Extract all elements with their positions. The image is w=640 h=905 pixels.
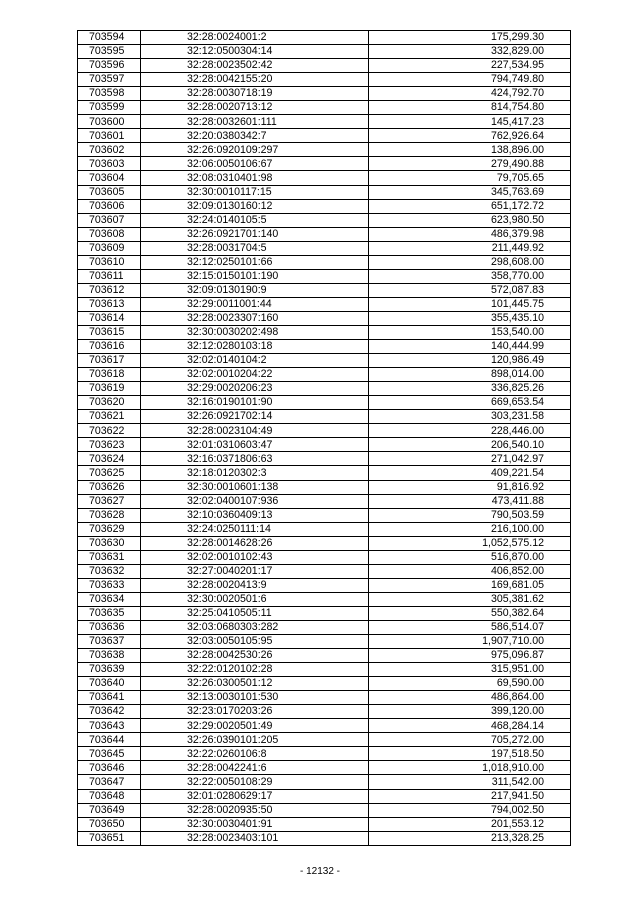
record-id-cell: 703600 (78, 115, 141, 129)
cadastral-number-cell: 32:06:0050106:67 (141, 157, 369, 171)
cadastral-number-cell: 32:02:0010204:22 (141, 368, 369, 382)
cadastral-number-cell: 32:18:0120302:3 (141, 466, 369, 480)
amount-cell: 1,052,575.12 (369, 536, 571, 550)
amount-cell: 898,014.00 (369, 368, 571, 382)
record-id-cell: 703607 (78, 213, 141, 227)
amount-cell: 669,653.54 (369, 396, 571, 410)
cadastral-number-cell: 32:30:0020501:6 (141, 592, 369, 606)
table-row (78, 199, 571, 213)
record-id-cell: 703598 (78, 87, 141, 101)
cadastral-number-cell: 32:09:0130160:12 (141, 199, 369, 213)
table-row (78, 803, 571, 817)
amount-cell: 586,514.07 (369, 620, 571, 634)
record-id-cell: 703642 (78, 705, 141, 719)
amount-cell: 201,553.12 (369, 817, 571, 831)
cadastral-number-cell: 32:12:0500304:14 (141, 45, 369, 59)
record-id-cell: 703648 (78, 789, 141, 803)
record-id-cell: 703631 (78, 550, 141, 564)
amount-cell: 762,926.64 (369, 129, 571, 143)
table-row (78, 522, 571, 536)
record-id-cell: 703613 (78, 297, 141, 311)
amount-cell: 197,518.50 (369, 747, 571, 761)
cadastral-number-cell: 32:22:0050108:29 (141, 775, 369, 789)
cadastral-number-cell: 32:28:0023104:49 (141, 424, 369, 438)
record-id-cell: 703644 (78, 733, 141, 747)
amount-cell: 332,829.00 (369, 45, 571, 59)
record-id-cell: 703633 (78, 578, 141, 592)
record-id-cell: 703617 (78, 354, 141, 368)
cadastral-number-cell: 32:26:0920109:297 (141, 143, 369, 157)
cadastral-number-cell: 32:28:0023502:42 (141, 59, 369, 73)
amount-cell: 975,096.87 (369, 649, 571, 663)
cadastral-number-cell: 32:24:0250111:14 (141, 522, 369, 536)
amount-cell: 516,870.00 (369, 550, 571, 564)
amount-cell: 175,299.30 (369, 31, 571, 45)
cadastral-number-cell: 32:13:0030101:530 (141, 691, 369, 705)
table-row (78, 59, 571, 73)
cadastral-number-cell: 32:26:0300501:12 (141, 677, 369, 691)
amount-cell: 705,272.00 (369, 733, 571, 747)
table-row (78, 45, 571, 59)
amount-cell: 271,042.97 (369, 452, 571, 466)
record-id-cell: 703632 (78, 564, 141, 578)
record-id-cell: 703641 (78, 691, 141, 705)
record-id-cell: 703623 (78, 438, 141, 452)
cadastral-number-cell: 32:29:0020206:23 (141, 382, 369, 396)
table-row (78, 494, 571, 508)
record-id-cell: 703622 (78, 424, 141, 438)
cadastral-number-cell: 32:03:0680303:282 (141, 620, 369, 634)
amount-cell: 228,446.00 (369, 424, 571, 438)
amount-cell: 794,002.50 (369, 803, 571, 817)
amount-cell: 572,087.83 (369, 283, 571, 297)
cadastral-number-cell: 32:15:0150101:190 (141, 269, 369, 283)
table-row (78, 283, 571, 297)
record-id-cell: 703630 (78, 536, 141, 550)
amount-cell: 153,540.00 (369, 325, 571, 339)
table-row (78, 831, 571, 845)
amount-cell: 345,763.69 (369, 185, 571, 199)
cadastral-number-cell: 32:12:0250101:66 (141, 255, 369, 269)
record-id-cell: 703601 (78, 129, 141, 143)
cadastral-number-cell: 32:01:0310603:47 (141, 438, 369, 452)
table-row (78, 241, 571, 255)
amount-cell: 794,749.80 (369, 73, 571, 87)
table-row (78, 255, 571, 269)
record-id-cell: 703634 (78, 592, 141, 606)
record-id-cell: 703615 (78, 325, 141, 339)
amount-cell: 358,770.00 (369, 269, 571, 283)
record-id-cell: 703612 (78, 283, 141, 297)
table-row (78, 733, 571, 747)
record-id-cell: 703610 (78, 255, 141, 269)
cadastral-number-cell: 32:27:0040201:17 (141, 564, 369, 578)
table-row (78, 101, 571, 115)
table-row (78, 368, 571, 382)
cadastral-number-cell: 32:01:0280629:17 (141, 789, 369, 803)
record-id-cell: 703629 (78, 522, 141, 536)
table-row (78, 789, 571, 803)
amount-cell: 1,907,710.00 (369, 635, 571, 649)
table-row (78, 550, 571, 564)
cadastral-number-cell: 32:28:0030718:19 (141, 87, 369, 101)
table-row (78, 620, 571, 634)
table-row (78, 691, 571, 705)
amount-cell: 213,328.25 (369, 831, 571, 845)
amount-cell: 206,540.10 (369, 438, 571, 452)
table-row (78, 508, 571, 522)
record-id-cell: 703597 (78, 73, 141, 87)
cadastral-number-cell: 32:28:0014628:26 (141, 536, 369, 550)
cadastral-number-cell: 32:30:0010601:138 (141, 480, 369, 494)
cadastral-number-cell: 32:28:0020935:50 (141, 803, 369, 817)
table-row (78, 564, 571, 578)
cadastral-number-cell: 32:29:0011001:44 (141, 297, 369, 311)
amount-cell: 298,608.00 (369, 255, 571, 269)
cadastral-number-cell: 32:23:0170203:26 (141, 705, 369, 719)
record-id-cell: 703647 (78, 775, 141, 789)
record-id-cell: 703599 (78, 101, 141, 115)
table-row (78, 31, 571, 45)
table-row (78, 775, 571, 789)
amount-cell: 486,379.98 (369, 227, 571, 241)
cadastral-number-cell: 32:28:0031704:5 (141, 241, 369, 255)
amount-cell: 305,381.62 (369, 592, 571, 606)
table-row (78, 325, 571, 339)
record-id-cell: 703638 (78, 649, 141, 663)
record-id-cell: 703646 (78, 761, 141, 775)
cadastral-number-cell: 32:28:0023307:160 (141, 311, 369, 325)
table-row (78, 817, 571, 831)
record-id-cell: 703605 (78, 185, 141, 199)
table-row (78, 227, 571, 241)
amount-cell: 140,444.99 (369, 340, 571, 354)
table-row (78, 129, 571, 143)
record-id-cell: 703625 (78, 466, 141, 480)
cadastral-number-cell: 32:22:0260106:8 (141, 747, 369, 761)
table-row (78, 635, 571, 649)
amount-cell: 120,986.49 (369, 354, 571, 368)
table-row (78, 311, 571, 325)
record-id-cell: 703619 (78, 382, 141, 396)
table-row (78, 578, 571, 592)
table-row (78, 340, 571, 354)
cadastral-number-cell: 32:30:0010117:15 (141, 185, 369, 199)
record-id-cell: 703637 (78, 635, 141, 649)
record-id-cell: 703596 (78, 59, 141, 73)
cadastral-number-cell: 32:28:0023403:101 (141, 831, 369, 845)
amount-cell: 69,590.00 (369, 677, 571, 691)
table-row (78, 592, 571, 606)
amount-cell: 1,018,910.00 (369, 761, 571, 775)
table-row (78, 438, 571, 452)
amount-cell: 473,411.88 (369, 494, 571, 508)
amount-cell: 315,951.00 (369, 663, 571, 677)
table-row (78, 354, 571, 368)
cadastral-number-cell: 32:02:0140104:2 (141, 354, 369, 368)
record-id-cell: 703611 (78, 269, 141, 283)
amount-cell: 101,445.75 (369, 297, 571, 311)
table-row (78, 115, 571, 129)
table-row (78, 466, 571, 480)
amount-cell: 138,896.00 (369, 143, 571, 157)
table-row (78, 663, 571, 677)
cadastral-number-cell: 32:28:0042155:20 (141, 73, 369, 87)
record-id-cell: 703621 (78, 410, 141, 424)
cadastral-number-cell: 32:26:0921702:14 (141, 410, 369, 424)
amount-cell: 651,172.72 (369, 199, 571, 213)
table-row (78, 480, 571, 494)
amount-cell: 790,503.59 (369, 508, 571, 522)
table-row (78, 719, 571, 733)
table-row (78, 649, 571, 663)
cadastral-number-cell: 32:28:0042241:6 (141, 761, 369, 775)
table-row (78, 536, 571, 550)
cadastral-number-cell: 32:30:0030202:498 (141, 325, 369, 339)
record-id-cell: 703628 (78, 508, 141, 522)
amount-cell: 303,231.58 (369, 410, 571, 424)
table-row (78, 396, 571, 410)
record-id-cell: 703635 (78, 606, 141, 620)
cadastral-number-cell: 32:09:0130190:9 (141, 283, 369, 297)
amount-cell: 355,435.10 (369, 311, 571, 325)
cadastral-number-cell: 32:02:0010102:43 (141, 550, 369, 564)
amount-cell: 406,852.00 (369, 564, 571, 578)
record-id-cell: 703603 (78, 157, 141, 171)
amount-cell: 279,490.88 (369, 157, 571, 171)
page-number: - 12132 - (299, 866, 341, 877)
record-id-cell: 703627 (78, 494, 141, 508)
cadastral-number-cell: 32:20:0380342:7 (141, 129, 369, 143)
amount-cell: 216,100.00 (369, 522, 571, 536)
record-id-cell: 703651 (78, 831, 141, 845)
amount-cell: 424,792.70 (369, 87, 571, 101)
table-row (78, 410, 571, 424)
table-row (78, 157, 571, 171)
record-id-cell: 703609 (78, 241, 141, 255)
amount-cell: 550,382.64 (369, 606, 571, 620)
amount-cell: 217,941.50 (369, 789, 571, 803)
cadastral-number-cell: 32:16:0371806:63 (141, 452, 369, 466)
data-table (77, 30, 571, 846)
amount-cell: 814,754.80 (369, 101, 571, 115)
table-row (78, 424, 571, 438)
amount-cell: 227,534.95 (369, 59, 571, 73)
table-row (78, 382, 571, 396)
cadastral-number-cell: 32:12:0280103:18 (141, 340, 369, 354)
table-row (78, 171, 571, 185)
cadastral-number-cell: 32:29:0020501:49 (141, 719, 369, 733)
record-id-cell: 703639 (78, 663, 141, 677)
record-id-cell: 703614 (78, 311, 141, 325)
record-id-cell: 703616 (78, 340, 141, 354)
cadastral-number-cell: 32:28:0042530:26 (141, 649, 369, 663)
record-id-cell: 703640 (78, 677, 141, 691)
cadastral-number-cell: 32:22:0120102:28 (141, 663, 369, 677)
cadastral-number-cell: 32:28:0024001:2 (141, 31, 369, 45)
record-id-cell: 703624 (78, 452, 141, 466)
record-id-cell: 703618 (78, 368, 141, 382)
record-id-cell: 703649 (78, 803, 141, 817)
table-row (78, 269, 571, 283)
cadastral-number-cell: 32:08:0310401:98 (141, 171, 369, 185)
table-row (78, 747, 571, 761)
cadastral-number-cell: 32:28:0032601:111 (141, 115, 369, 129)
amount-cell: 486,864.00 (369, 691, 571, 705)
cadastral-number-cell: 32:24:0140105:5 (141, 213, 369, 227)
cadastral-number-cell: 32:25:0410505:11 (141, 606, 369, 620)
amount-cell: 169,681.05 (369, 578, 571, 592)
record-id-cell: 703594 (78, 31, 141, 45)
table-row (78, 185, 571, 199)
record-id-cell: 703595 (78, 45, 141, 59)
amount-cell: 399,120.00 (369, 705, 571, 719)
amount-cell: 91,816.92 (369, 480, 571, 494)
table-row (78, 761, 571, 775)
table-row (78, 677, 571, 691)
table-row (78, 606, 571, 620)
cadastral-number-cell: 32:30:0030401:91 (141, 817, 369, 831)
cadastral-number-cell: 32:02:0400107:936 (141, 494, 369, 508)
record-id-cell: 703643 (78, 719, 141, 733)
cadastral-number-cell: 32:26:0390101:205 (141, 733, 369, 747)
record-id-cell: 703650 (78, 817, 141, 831)
amount-cell: 409,221.54 (369, 466, 571, 480)
record-id-cell: 703626 (78, 480, 141, 494)
table-row (78, 143, 571, 157)
table-row (78, 297, 571, 311)
record-id-cell: 703620 (78, 396, 141, 410)
cadastral-number-cell: 32:28:0020713:12 (141, 101, 369, 115)
record-id-cell: 703645 (78, 747, 141, 761)
amount-cell: 145,417.23 (369, 115, 571, 129)
cadastral-number-cell: 32:16:0190101:90 (141, 396, 369, 410)
table-body (78, 31, 571, 846)
amount-cell: 311,542.00 (369, 775, 571, 789)
record-id-cell: 703606 (78, 199, 141, 213)
record-id-cell: 703604 (78, 171, 141, 185)
cadastral-number-cell: 32:28:0020413:9 (141, 578, 369, 592)
table-row (78, 213, 571, 227)
cadastral-number-cell: 32:26:0921701:140 (141, 227, 369, 241)
amount-cell: 623,980.50 (369, 213, 571, 227)
cadastral-number-cell: 32:03:0050105:95 (141, 635, 369, 649)
table-row (78, 705, 571, 719)
amount-cell: 211,449.92 (369, 241, 571, 255)
record-id-cell: 703602 (78, 143, 141, 157)
amount-cell: 79,705.65 (369, 171, 571, 185)
record-id-cell: 703608 (78, 227, 141, 241)
table-row (78, 87, 571, 101)
cadastral-number-cell: 32:10:0360409:13 (141, 508, 369, 522)
record-id-cell: 703636 (78, 620, 141, 634)
table-row (78, 452, 571, 466)
table-row (78, 73, 571, 87)
amount-cell: 336,825.26 (369, 382, 571, 396)
amount-cell: 468,284.14 (369, 719, 571, 733)
